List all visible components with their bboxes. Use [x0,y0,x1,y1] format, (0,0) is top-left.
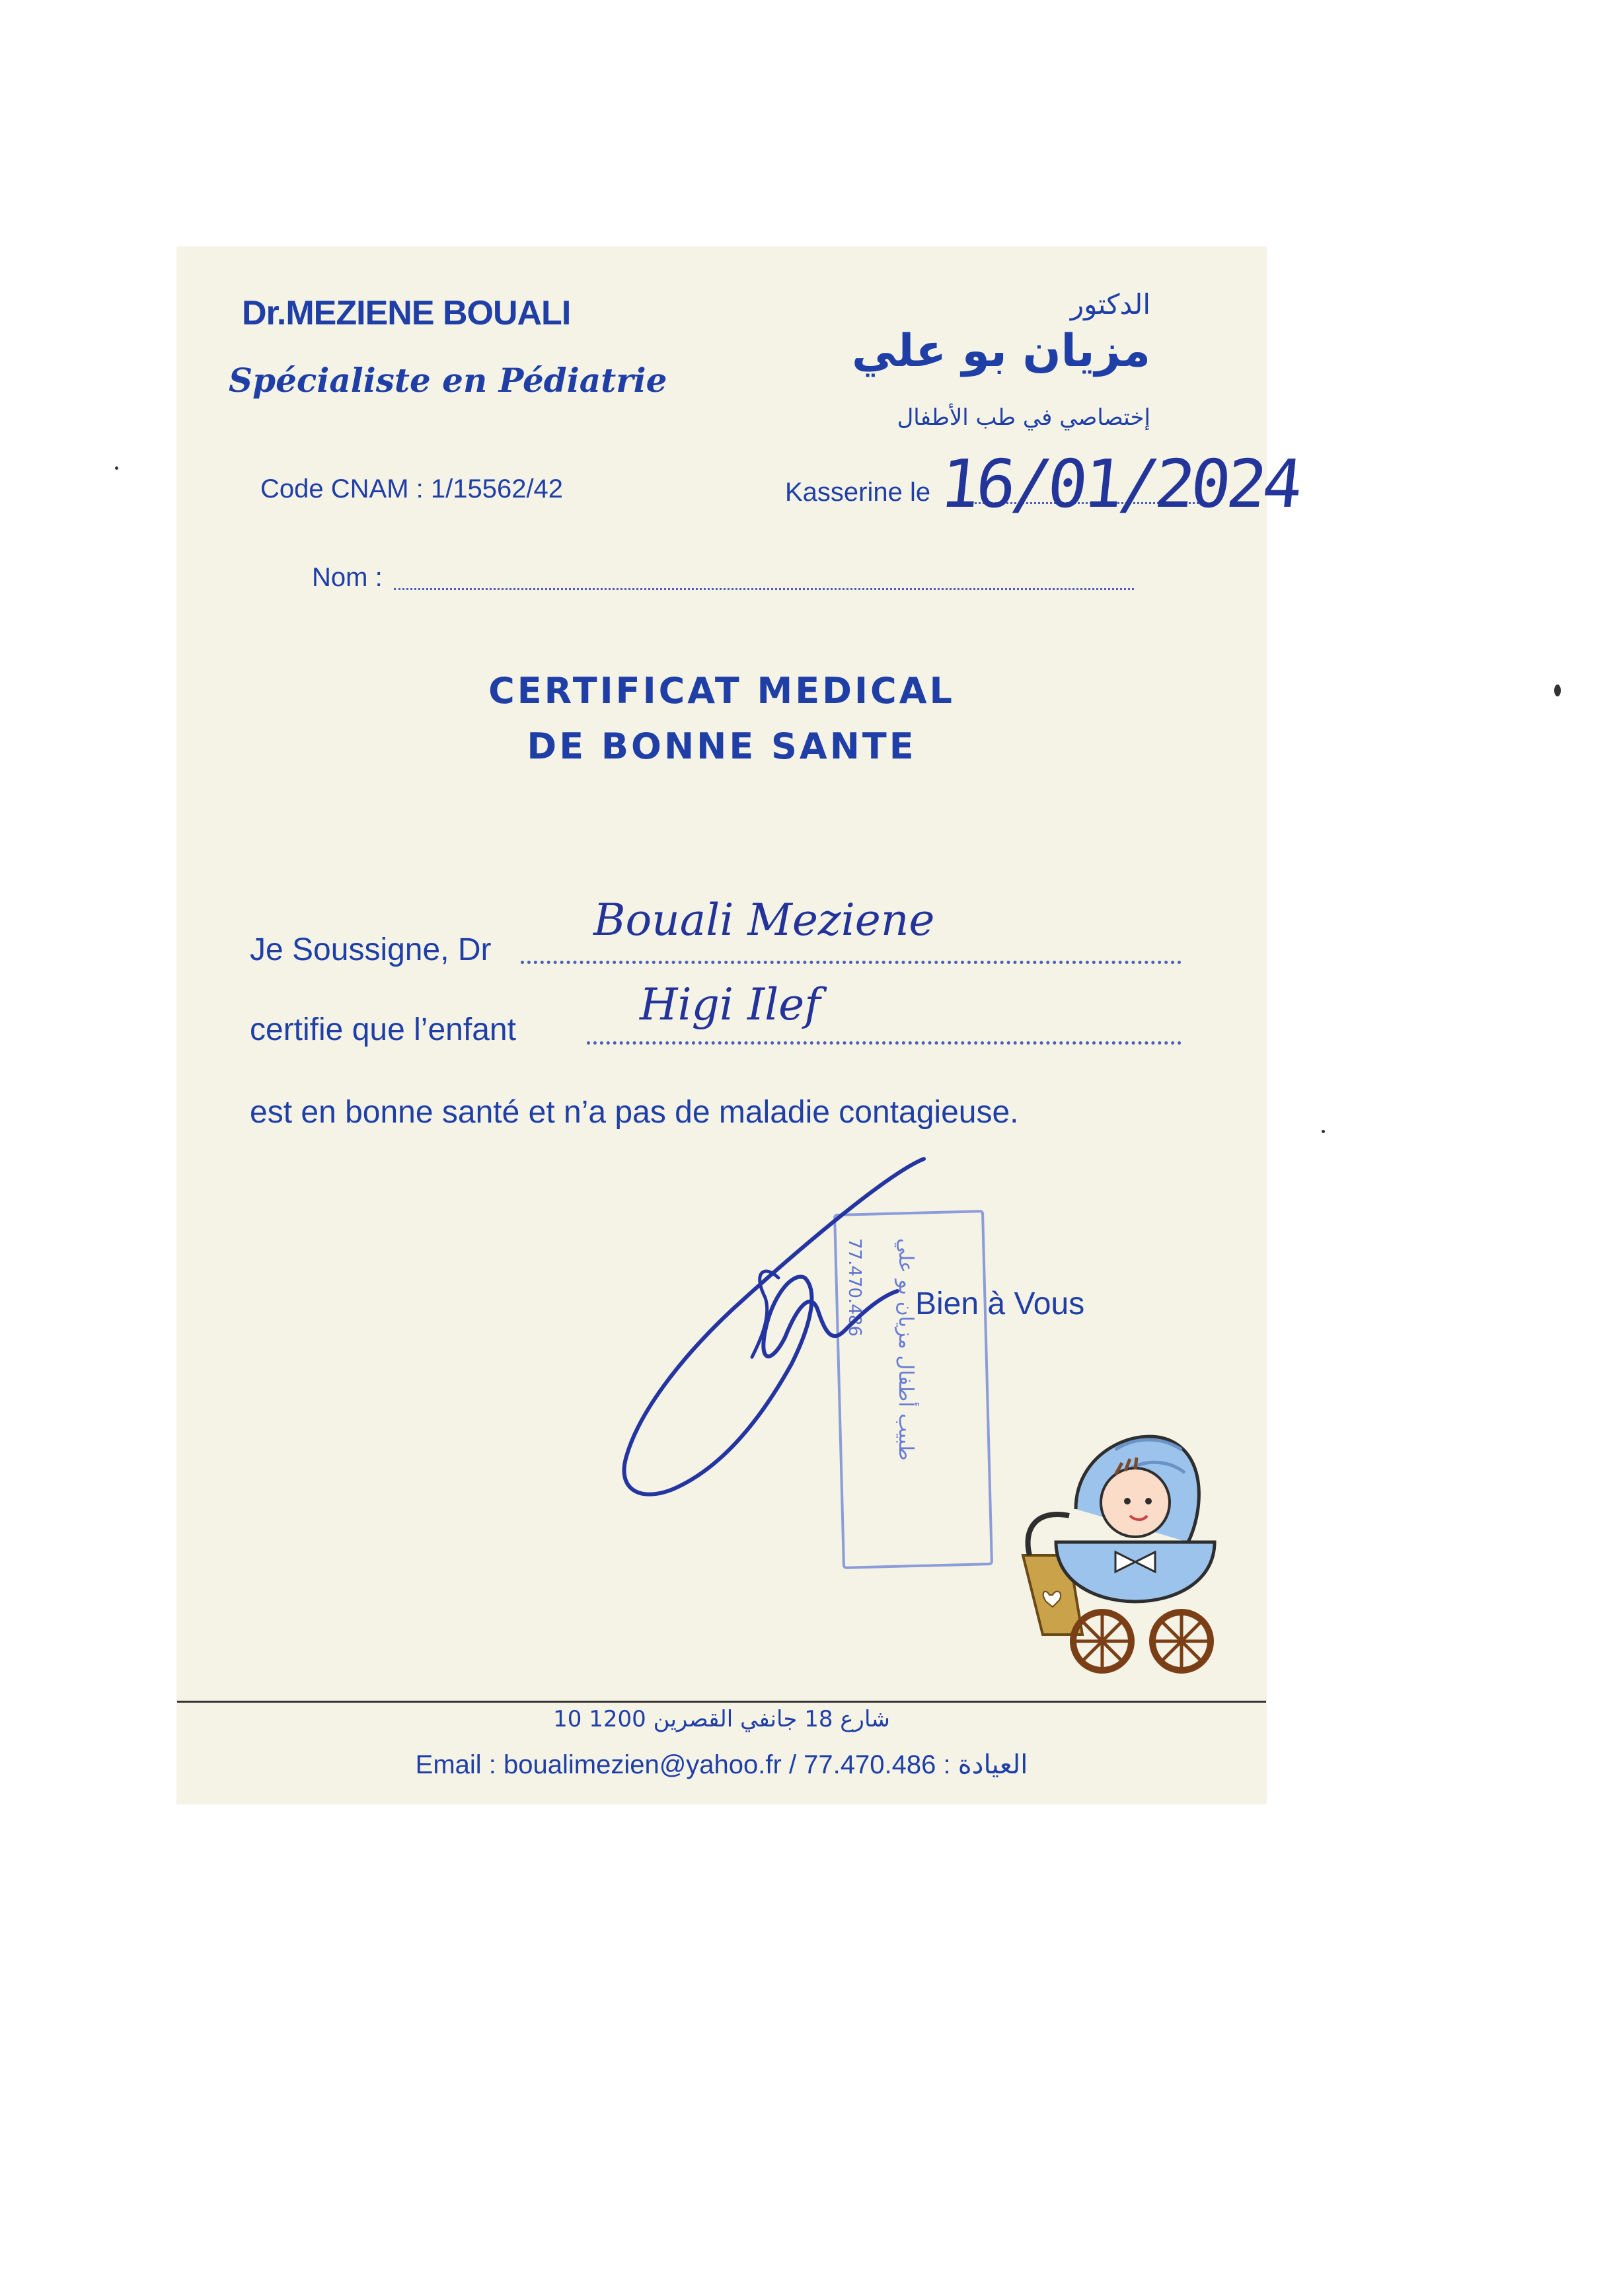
scan-speck [1322,1130,1325,1133]
soussigne-label: Je Soussigne, Dr [250,932,492,967]
stamp-text: طبيب أطفال مزيان بو علي [894,1238,917,1461]
nom-label: Nom : [312,563,383,592]
place-date-label: Kasserine le [785,478,931,507]
doctor-name: Dr.MEZIENE BOUALI [242,294,571,332]
footer-address-arabic: 10 شارع 18 جانفي القصرين 1200 [553,1706,890,1732]
doctor-specialty-arabic: إختصاصي في طب الأطفال [897,404,1150,431]
nom-dotted-line [394,588,1134,590]
handwritten-doctor-name: Bouali Meziene [593,895,935,945]
cnam-code: Code CNAM : 1/15562/42 [260,474,564,503]
footer-contact: Email : boualimezien@yahoo.fr / 77.470.486 : العيادة [415,1750,1028,1779]
enfant-label: certifie que l’enfant [250,1012,516,1047]
handwritten-date: 16/01/2024 [936,445,1303,523]
doctor-name-arabic: مزيان بو علي [851,325,1150,377]
doctor-dotted-line [521,961,1182,964]
scan-speck [115,466,118,470]
scan-speck [1554,685,1561,696]
health-statement: est en bonne santé et n’a pas de maladie contagieuse. [250,1095,1019,1130]
doctor-specialty: Spécialiste en Pédiatrie [229,361,667,400]
baby-stroller-illustration [924,1397,1267,1701]
doctor-title-arabic: الدكتور [1070,288,1150,320]
stamp-number: 77.470.486 [845,1238,864,1337]
footer-divider [177,1701,1266,1703]
closing-text: Bien à Vous [915,1286,1085,1321]
child-dotted-line [587,1041,1182,1045]
certificate-subtitle: DE BONNE SANTE [527,725,917,767]
certificate-title: CERTIFICAT MEDICAL [488,670,955,712]
certificate-paper [177,247,1303,1804]
signature [613,1146,957,1516]
handwritten-child-name: Higi Ilef [640,979,821,1030]
